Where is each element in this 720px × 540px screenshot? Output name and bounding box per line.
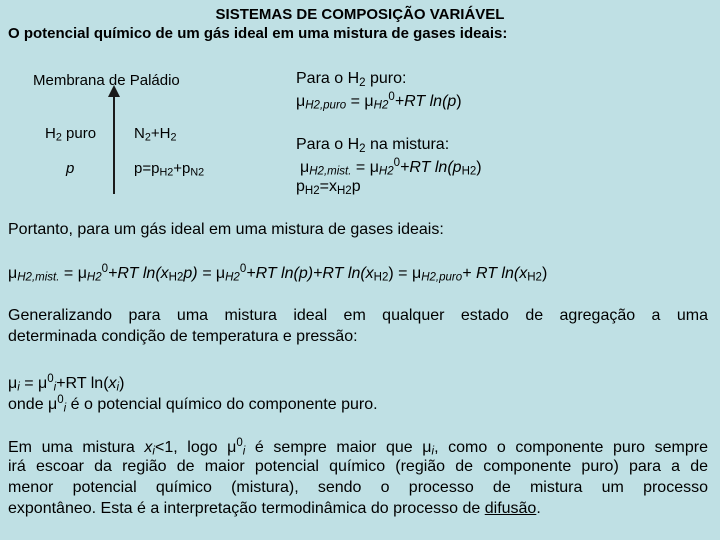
membrane-label: Membrana de Paládio: [33, 72, 180, 89]
partial-pressure-equation: $p_{H2}=x_{H2}p$: [296, 178, 361, 197]
left-compartment-top: $H_2$ puro: [45, 125, 97, 144]
general-line-1: Generalizando para uma mistura ideal em qualquer estado de agregação a uma: [8, 307, 708, 324]
page-title: SISTEMAS DE COMPOSIÇÃO VARIÁVEL: [215, 6, 505, 23]
right-compartment-top: $N_2+H_2$: [134, 125, 177, 144]
last-line-1: Em uma mistura $x_i<1$, logo $\mu^0_i$ é sempre maior que $\mu_i$, como o componente puro sempre: [8, 437, 709, 458]
main-equation: $\mu_{H2,mist.} = \mu_{H2}^0+RT$ $\ln(x_{H2}p) = \mu_{H2}^0+RT$ ln(p)+RT $\ln(x_{H2}) = \mu_{H2,puro}+$ RT $\ln(x_{H2})$: [8, 263, 548, 284]
membrane-line: [113, 96, 115, 194]
portanto-text: Portanto, para um gás ideal em uma mistura de gases ideais:: [8, 221, 444, 238]
mix-heading: Para o $H_2$ na mistura:: [296, 136, 450, 155]
last-line-3: menor potencial químico (mistura), sendo o processo de mistura um processo: [8, 479, 708, 496]
right-compartment-bottom: $p=p_{H2}+p_{N2}$: [134, 160, 205, 179]
onde-text: onde $\mu^0_i$ é o potencial químico do componente puro.: [8, 394, 378, 415]
pure-heading: Para o $H_2$ puro:: [296, 70, 407, 89]
page-subtitle: O potencial químico de um gás ideal em uma mistura de gases ideais:: [8, 25, 508, 42]
left-compartment-bottom: p: [66, 160, 75, 177]
mix-equation: $\mu_{H2,mist.} = \mu_{H2}^0+RT$ $\ln(p_{H2})$: [300, 157, 482, 178]
general-line-2: determinada condição de temperatura e pressão:: [8, 328, 358, 345]
last-line-4: expontâneo. Esta é a interpretação termodinâmica do processo de difusão.: [8, 500, 541, 517]
pure-equation: $\mu_{H2,puro} = \mu_{H2}^0+RT$ ln(p): [296, 91, 462, 112]
general-equation: $\mu_i = \mu^0_i+RT$ $\ln(x_i)$: [8, 373, 125, 394]
last-line-2: irá escoar da região de maior potencial químico (região de componente puro) para a de: [8, 458, 708, 475]
